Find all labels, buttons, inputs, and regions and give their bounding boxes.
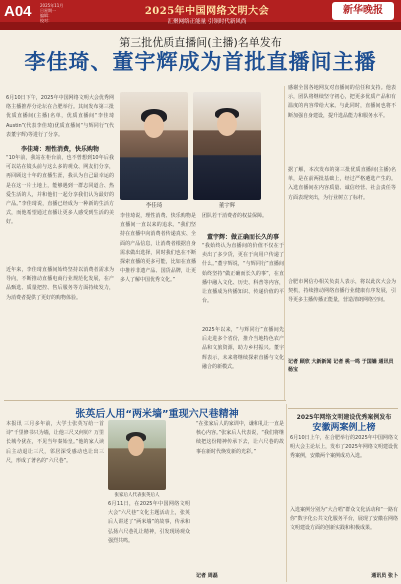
photo-figure-face xyxy=(217,112,237,136)
article-title: 李佳琦、董宇辉成为首批直播间主播 xyxy=(24,50,377,74)
photo-figure-face xyxy=(144,114,164,138)
article-column-3-body-2: 2025年以来，“与辉同行”直播间先后走进多个省份，推介当地特色农产品和文旅资源，助力乡村振兴。董宇辉表示，未来将继续探索直播与文化融合的新模式。 xyxy=(202,327,284,370)
article-column-2: 李佳琦说，理性消费、快乐购物是直播间一直以来的追求。“我们坚持在直播中向消费者传递真实、全面的产品信息，让消费者根据自身需求做出选择，同时我们也在不断探索直播的更多可能，比如在直播中推荐非遗产品、国货品牌，让更多人了解中国优秀文化。” xyxy=(120,213,196,284)
newspaper-logo: 新华晚报 xyxy=(332,2,394,20)
article3-credit: 通讯员 张卜 xyxy=(371,573,398,579)
article-column-1-intro: 6月10日下午，2025年中国网络文明大会优秀网络主播推荐分论坛在合肥举行。其间发布第三批优质直播间(主播)名单，优质直播间“李佳琦Austin”(代表李佳琦)优质直播间“与辉同行”(代表董宇辉)等进行了分享。 xyxy=(6,95,114,138)
banner-meta-line: 编辑： xyxy=(40,13,52,18)
right-column-text-2: 据了解，本次发布的第三批优质直播间(主播)名单，是在前两批基础上，经过严格遴选产生的。入选直播间在内容质量、诚信经营、社会责任等方面表现突出，为行业树立了标杆。 xyxy=(288,167,396,201)
article2-title: 张英后人用“两米墙”重现六尺巷精神 xyxy=(75,409,239,420)
photo-caption-li-jiaqi: 李佳琦 xyxy=(145,203,163,209)
column-divider xyxy=(284,86,285,400)
article2-column-2: 6月11日，在2025年中国网络文明大会“六尺巷”文化主题活动上，张英后人讲述了“两米墙”的故事，传承和弘扬六尺巷礼让精神，引发现场观众强烈共鸣。 xyxy=(108,501,190,544)
page-number: A04 xyxy=(4,3,32,20)
article3-kicker: 2025年网络文明建设优秀案例发布 xyxy=(296,414,392,421)
article-subtitle: 第三批优质直播间(主播)名单发布 xyxy=(119,36,282,49)
section-subhead-2: 董宇辉：做正确而长久的事 xyxy=(206,234,279,241)
article-column-1-body: “10年前，我站在柜台前，也不曾想到10年后我可以站在镜头前与这么多的观众、网友们分享，再回顾这十年的直播生涯，我认为自己最幸运的是在这一片土地上，能够遇到一群志同道合、热爱生活的人，并和他们一起分享我们认为最好的产品。”李佳琦说，直播已经成为一种新的生活方式，而他希望通过直播让更多人感受到生活的美好。 xyxy=(6,155,114,226)
photo-li-jiaqi xyxy=(120,92,188,200)
banner-meta xyxy=(40,3,63,23)
article2-column-3: “在张家后人的家训中，谦和礼让一直是核心内容。”张家后人代表说，“我们将继续把这份精神传承下去，让六尺巷的故事在新时代焕发新的光彩。” xyxy=(196,421,284,455)
masthead-banner xyxy=(0,0,401,30)
article-column-1-body-2: 近年来，李佳琦直播间始终坚持以消费者需求为导向，不断推动直播电商行业规范化发展，在产品甄选、质量把控、售后服务等方面持续发力，为消费者提供了更好的购物体验。 xyxy=(6,267,114,301)
photo-figure-face xyxy=(128,436,144,456)
photo-caption-dong-yuhui: 董宇辉 xyxy=(218,203,236,209)
article2-credit: 记者 周磊 xyxy=(196,573,218,579)
article-column-3-body: “我始终认为直播间的价值不仅在于卖出了多少货，更在于向用户传递了什么。”董宇辉说，“与辉同行”直播间始终坚持“做正确而长久的事”，在直播中融入文化、历史、科普等内容，让直播成为传播知识、传递价值的平台。 xyxy=(202,243,284,305)
article2-column-1: 本报讯 三月多年前，大学士张英写给一首诗“千里修书只为墙，让他三尺又何妨？万里长城今犹在，不见当年秦始皇。”他的家人读后主动退让三尺，邻居深受感动也让出三尺，形成了著名的“六尺巷”。 xyxy=(6,421,104,464)
banner-tagline: 汇聚网络正能量 引领时代新风尚 xyxy=(167,19,247,25)
banner-meta-line: 校对： xyxy=(40,18,52,23)
article-column-3-intro: 团队若干消费者的权益保障。 xyxy=(202,213,268,219)
article3-text: 6月10日上午，在合肥举行的2025年中国网络文明大会主论坛上，发布了2025年网络文明建设优秀案例，安徽两个案例成功入选。 xyxy=(290,435,398,460)
photo-caption-zhang-family: 张家后人代表张英后人 xyxy=(114,493,160,498)
photo-dong-yuhui xyxy=(193,92,261,200)
banner-meta-line: 日星期一 xyxy=(40,8,56,13)
right-column-text-3: 合肥市网信办相关负责人表示，将以此次大会为契机，持续推动网络直播行业健康有序发展，引导更多主播传播正能量，营造清朗网络空间。 xyxy=(288,279,396,304)
right-column-text-1: 感谢全国各地网友对直播间的信任和支持。他表示，团队将继续坚守初心，把更多优质产品和有温度的内容带给大家。与此同时，直播间也将不断加强自身建设，提升选品能力和服务水平。 xyxy=(288,85,396,119)
right-column xyxy=(288,84,400,410)
article-divider xyxy=(4,400,286,401)
banner-meta-line: 2025年11月 xyxy=(40,3,64,8)
banner-title: 2025年中国网络文明大会 xyxy=(144,6,270,17)
photo-zhang-family xyxy=(108,420,166,490)
section-subhead-1: 李佳琦：理性消费，快乐购物 xyxy=(20,146,99,153)
column-divider-bottom xyxy=(286,404,287,582)
article-divider-right xyxy=(288,408,398,409)
article3-title: 安徽两案例上榜 xyxy=(312,423,376,433)
reporter-credit: 记者 顾欣 大新新闻 记者 桃一鸣 于国嫱 通讯员 杨宝 xyxy=(288,359,394,373)
article3-text-2: 入选案例分别为“大合唱”群众文化活动和“一路有你”数字化公共文化服务平台，展现了安徽在网络文明建设方面的创新实践和积极成果。 xyxy=(290,507,398,532)
